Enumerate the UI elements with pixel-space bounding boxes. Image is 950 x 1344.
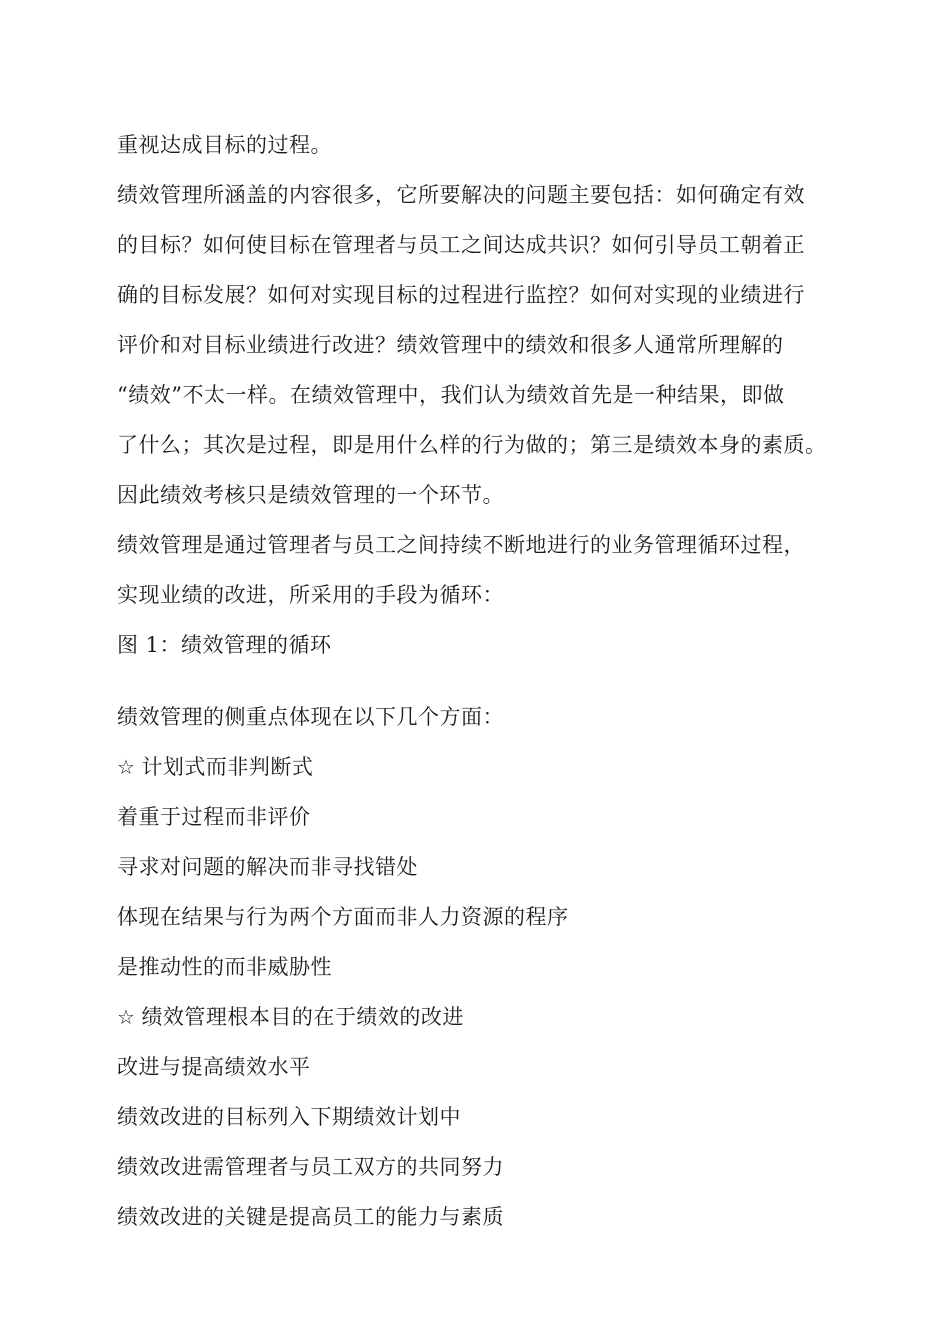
- list-item: 绩效改进需管理者与员工双方的共同努力: [117, 1155, 504, 1179]
- paragraph-line: 评价和对目标业绩进行改进？绩效管理中的绩效和很多人通常所理解的: [117, 333, 784, 357]
- list-item: 绩效改进的目标列入下期绩效计划中: [117, 1105, 461, 1129]
- section1-heading-text: 计划式而非判断式: [141, 755, 314, 779]
- list-item: 绩效改进的关键是提高员工的能力与素质: [117, 1205, 504, 1229]
- section2-heading-text: 绩效管理根本目的在于绩效的改进: [141, 1005, 464, 1029]
- star-icon: ☆: [117, 1005, 136, 1029]
- paragraph-line: “绩效”不太一样。在绩效管理中，我们认为绩效首先是一种结果，即做: [117, 383, 785, 407]
- paragraph-line: 因此绩效考核只是绩效管理的一个环节。: [117, 483, 504, 507]
- blank-gap: [117, 670, 857, 692]
- paragraph-line: 绩效管理所涵盖的内容很多，它所要解决的问题主要包括：如何确定有效: [117, 183, 805, 207]
- paragraph-line: 了什么；其次是过程，即是用什么样的行为做的；第三是绩效本身的素质。: [117, 433, 827, 457]
- list-item: 体现在结果与行为两个方面而非人力资源的程序: [117, 905, 569, 929]
- paragraph-line: 实现业绩的改进，所采用的手段为循环：: [117, 583, 504, 607]
- paragraph-line: 的目标？如何使目标在管理者与员工之间达成共识？如何引导员工朝着正: [117, 233, 805, 257]
- section1-heading: [117, 742, 857, 792]
- paragraph-line: 绩效管理是通过管理者与员工之间持续不断地进行的业务管理循环过程，: [117, 533, 805, 557]
- list-item: 着重于过程而非评价: [117, 805, 311, 829]
- focus-intro: 绩效管理的侧重点体现在以下几个方面：: [117, 705, 504, 729]
- list-item: 改进与提高绩效水平: [117, 1055, 311, 1079]
- list-item: 寻求对问题的解决而非寻找错处: [117, 855, 418, 879]
- paragraph-line: 确的目标发展？如何对实现目标的过程进行监控？如何对实现的业绩进行: [117, 283, 805, 307]
- star-icon: ☆: [117, 755, 136, 779]
- figure-caption: 图 1：绩效管理的循环: [117, 633, 332, 657]
- section2-heading: [117, 992, 857, 1042]
- list-item: 是推动性的而非威胁性: [117, 955, 332, 979]
- document-page: [117, 120, 857, 1242]
- paragraph-line: 重视达成目标的过程。: [117, 133, 332, 157]
